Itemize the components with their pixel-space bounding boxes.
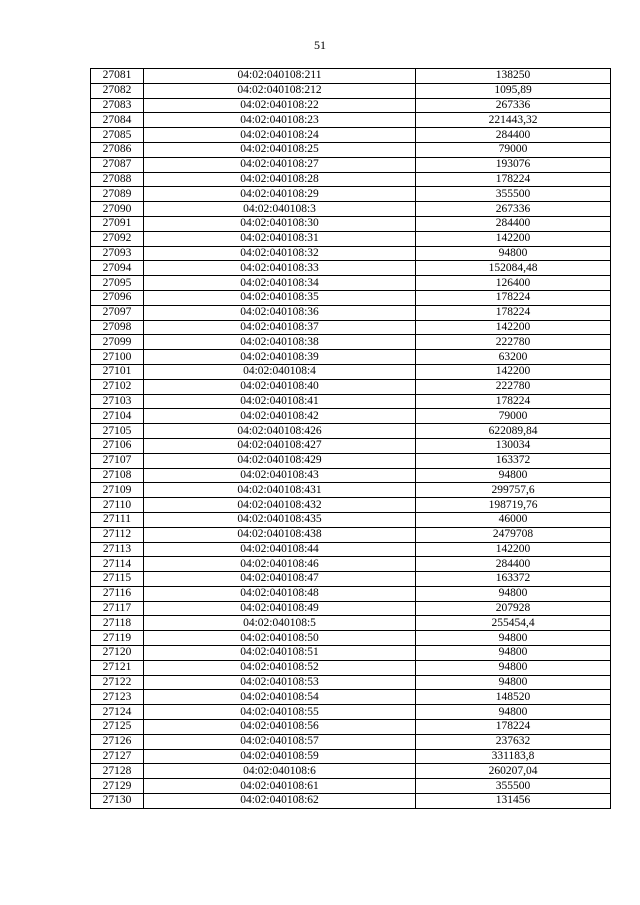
value-cell: 178224 <box>416 305 611 320</box>
value-cell: 152084,48 <box>416 261 611 276</box>
row-number-cell: 27096 <box>91 290 144 305</box>
table-row <box>91 527 611 542</box>
cadastral-number-cell: 04:02:040108:56 <box>144 720 416 735</box>
cadastral-number-cell: 04:02:040108:435 <box>144 512 416 527</box>
row-number-cell: 27086 <box>91 142 144 157</box>
cadastral-number-cell: 04:02:040108:24 <box>144 128 416 143</box>
cadastral-number-cell: 04:02:040108:54 <box>144 690 416 705</box>
table-row <box>91 675 611 690</box>
row-number-cell: 27114 <box>91 557 144 572</box>
value-cell: 284400 <box>416 128 611 143</box>
value-cell: 299757,6 <box>416 483 611 498</box>
row-number-cell: 27115 <box>91 572 144 587</box>
row-number-cell: 27097 <box>91 305 144 320</box>
table-row <box>91 261 611 276</box>
cadastral-number-cell: 04:02:040108:57 <box>144 734 416 749</box>
page-number: 51 <box>314 38 326 52</box>
table-row <box>91 83 611 98</box>
cadastral-number-cell: 04:02:040108:62 <box>144 794 416 809</box>
cadastral-number-cell: 04:02:040108:44 <box>144 542 416 557</box>
cadastral-number-cell: 04:02:040108:211 <box>144 69 416 84</box>
cadastral-number-cell: 04:02:040108:41 <box>144 394 416 409</box>
row-number-cell: 27084 <box>91 113 144 128</box>
value-cell: 46000 <box>416 512 611 527</box>
table-row <box>91 794 611 809</box>
value-cell: 126400 <box>416 276 611 291</box>
cadastral-number-cell: 04:02:040108:40 <box>144 379 416 394</box>
value-cell: 142200 <box>416 231 611 246</box>
value-cell: 94800 <box>416 646 611 661</box>
table-row <box>91 246 611 261</box>
table-row <box>91 172 611 187</box>
row-number-cell: 27100 <box>91 350 144 365</box>
table-row <box>91 512 611 527</box>
table-row <box>91 542 611 557</box>
row-number-cell: 27091 <box>91 216 144 231</box>
table-row <box>91 660 611 675</box>
cadastral-number-cell: 04:02:040108:426 <box>144 424 416 439</box>
table-row <box>91 276 611 291</box>
value-cell: 2479708 <box>416 527 611 542</box>
table-row <box>91 335 611 350</box>
cadastral-number-cell: 04:02:040108:5 <box>144 616 416 631</box>
row-number-cell: 27088 <box>91 172 144 187</box>
table-row <box>91 690 611 705</box>
table-row <box>91 438 611 453</box>
cadastral-number-cell: 04:02:040108:49 <box>144 601 416 616</box>
table-row <box>91 142 611 157</box>
value-cell: 331183,8 <box>416 749 611 764</box>
cadastral-number-cell: 04:02:040108:432 <box>144 498 416 513</box>
value-cell: 1095,89 <box>416 83 611 98</box>
cadastral-number-cell: 04:02:040108:48 <box>144 586 416 601</box>
value-cell: 94800 <box>416 468 611 483</box>
cadastral-number-cell: 04:02:040108:29 <box>144 187 416 202</box>
cadastral-number-cell: 04:02:040108:3 <box>144 202 416 217</box>
table-row <box>91 187 611 202</box>
value-cell: 284400 <box>416 557 611 572</box>
row-number-cell: 27123 <box>91 690 144 705</box>
table-row <box>91 498 611 513</box>
cadastral-number-cell: 04:02:040108:61 <box>144 779 416 794</box>
value-cell: 148520 <box>416 690 611 705</box>
cadastral-number-cell: 04:02:040108:46 <box>144 557 416 572</box>
cadastral-number-cell: 04:02:040108:47 <box>144 572 416 587</box>
value-cell: 94800 <box>416 586 611 601</box>
value-cell: 178224 <box>416 172 611 187</box>
row-number-cell: 27092 <box>91 231 144 246</box>
value-cell: 94800 <box>416 631 611 646</box>
row-number-cell: 27103 <box>91 394 144 409</box>
value-cell: 622089,84 <box>416 424 611 439</box>
cadastral-number-cell: 04:02:040108:37 <box>144 320 416 335</box>
value-cell: 193076 <box>416 157 611 172</box>
cadastral-number-cell: 04:02:040108:22 <box>144 98 416 113</box>
row-number-cell: 27094 <box>91 261 144 276</box>
registry-table <box>90 68 611 809</box>
cadastral-number-cell: 04:02:040108:35 <box>144 290 416 305</box>
table-row <box>91 468 611 483</box>
cadastral-number-cell: 04:02:040108:36 <box>144 305 416 320</box>
table-row <box>91 128 611 143</box>
table-row <box>91 305 611 320</box>
table-row <box>91 424 611 439</box>
value-cell: 237632 <box>416 734 611 749</box>
value-cell: 255454,4 <box>416 616 611 631</box>
value-cell: 178224 <box>416 394 611 409</box>
table-row <box>91 320 611 335</box>
value-cell: 178224 <box>416 720 611 735</box>
cadastral-number-cell: 04:02:040108:25 <box>144 142 416 157</box>
cadastral-number-cell: 04:02:040108:212 <box>144 83 416 98</box>
value-cell: 284400 <box>416 216 611 231</box>
value-cell: 355500 <box>416 779 611 794</box>
row-number-cell: 27110 <box>91 498 144 513</box>
cadastral-number-cell: 04:02:040108:4 <box>144 364 416 379</box>
table-row <box>91 764 611 779</box>
table-row <box>91 646 611 661</box>
value-cell: 222780 <box>416 379 611 394</box>
table-row <box>91 483 611 498</box>
table-row <box>91 113 611 128</box>
row-number-cell: 27121 <box>91 660 144 675</box>
row-number-cell: 27128 <box>91 764 144 779</box>
row-number-cell: 27102 <box>91 379 144 394</box>
row-number-cell: 27130 <box>91 794 144 809</box>
value-cell: 63200 <box>416 350 611 365</box>
table-row <box>91 631 611 646</box>
row-number-cell: 27104 <box>91 409 144 424</box>
value-cell: 142200 <box>416 364 611 379</box>
cadastral-number-cell: 04:02:040108:51 <box>144 646 416 661</box>
value-cell: 267336 <box>416 202 611 217</box>
cadastral-number-cell: 04:02:040108:43 <box>144 468 416 483</box>
table-row <box>91 734 611 749</box>
row-number-cell: 27087 <box>91 157 144 172</box>
table-row <box>91 394 611 409</box>
value-cell: 163372 <box>416 572 611 587</box>
cadastral-number-cell: 04:02:040108:429 <box>144 453 416 468</box>
table-row <box>91 616 611 631</box>
table-row <box>91 705 611 720</box>
table-row <box>91 364 611 379</box>
value-cell: 222780 <box>416 335 611 350</box>
table-row <box>91 202 611 217</box>
registry-table-body <box>91 69 611 809</box>
row-number-cell: 27122 <box>91 675 144 690</box>
cadastral-number-cell: 04:02:040108:27 <box>144 157 416 172</box>
table-row <box>91 290 611 305</box>
value-cell: 207928 <box>416 601 611 616</box>
cadastral-number-cell: 04:02:040108:59 <box>144 749 416 764</box>
cadastral-number-cell: 04:02:040108:55 <box>144 705 416 720</box>
cadastral-number-cell: 04:02:040108:53 <box>144 675 416 690</box>
value-cell: 138250 <box>416 69 611 84</box>
row-number-cell: 27108 <box>91 468 144 483</box>
row-number-cell: 27098 <box>91 320 144 335</box>
value-cell: 94800 <box>416 660 611 675</box>
table-row <box>91 231 611 246</box>
row-number-cell: 27116 <box>91 586 144 601</box>
value-cell: 221443,32 <box>416 113 611 128</box>
table-row <box>91 453 611 468</box>
value-cell: 130034 <box>416 438 611 453</box>
table-row <box>91 720 611 735</box>
value-cell: 178224 <box>416 290 611 305</box>
row-number-cell: 27118 <box>91 616 144 631</box>
table-row <box>91 572 611 587</box>
cadastral-number-cell: 04:02:040108:42 <box>144 409 416 424</box>
value-cell: 94800 <box>416 246 611 261</box>
row-number-cell: 27119 <box>91 631 144 646</box>
table-row <box>91 557 611 572</box>
row-number-cell: 27126 <box>91 734 144 749</box>
row-number-cell: 27095 <box>91 276 144 291</box>
table-row <box>91 350 611 365</box>
cadastral-number-cell: 04:02:040108:438 <box>144 527 416 542</box>
cadastral-number-cell: 04:02:040108:28 <box>144 172 416 187</box>
cadastral-number-cell: 04:02:040108:39 <box>144 350 416 365</box>
row-number-cell: 27127 <box>91 749 144 764</box>
cadastral-number-cell: 04:02:040108:427 <box>144 438 416 453</box>
row-number-cell: 27093 <box>91 246 144 261</box>
row-number-cell: 27105 <box>91 424 144 439</box>
value-cell: 94800 <box>416 705 611 720</box>
row-number-cell: 27085 <box>91 128 144 143</box>
row-number-cell: 27082 <box>91 83 144 98</box>
value-cell: 267336 <box>416 98 611 113</box>
row-number-cell: 27112 <box>91 527 144 542</box>
row-number-cell: 27090 <box>91 202 144 217</box>
table-row <box>91 157 611 172</box>
row-number-cell: 27106 <box>91 438 144 453</box>
cadastral-number-cell: 04:02:040108:23 <box>144 113 416 128</box>
row-number-cell: 27111 <box>91 512 144 527</box>
cadastral-number-cell: 04:02:040108:33 <box>144 261 416 276</box>
value-cell: 198719,76 <box>416 498 611 513</box>
value-cell: 163372 <box>416 453 611 468</box>
row-number-cell: 27113 <box>91 542 144 557</box>
value-cell: 79000 <box>416 409 611 424</box>
row-number-cell: 27099 <box>91 335 144 350</box>
cadastral-number-cell: 04:02:040108:31 <box>144 231 416 246</box>
table-row <box>91 379 611 394</box>
cadastral-number-cell: 04:02:040108:50 <box>144 631 416 646</box>
value-cell: 355500 <box>416 187 611 202</box>
value-cell: 79000 <box>416 142 611 157</box>
row-number-cell: 27083 <box>91 98 144 113</box>
row-number-cell: 27107 <box>91 453 144 468</box>
table-row <box>91 409 611 424</box>
cadastral-number-cell: 04:02:040108:6 <box>144 764 416 779</box>
row-number-cell: 27117 <box>91 601 144 616</box>
table-row <box>91 601 611 616</box>
table-row <box>91 779 611 794</box>
value-cell: 260207,04 <box>416 764 611 779</box>
cadastral-number-cell: 04:02:040108:32 <box>144 246 416 261</box>
row-number-cell: 27109 <box>91 483 144 498</box>
row-number-cell: 27125 <box>91 720 144 735</box>
table-row <box>91 98 611 113</box>
value-cell: 94800 <box>416 675 611 690</box>
cadastral-number-cell: 04:02:040108:30 <box>144 216 416 231</box>
value-cell: 131456 <box>416 794 611 809</box>
cadastral-number-cell: 04:02:040108:38 <box>144 335 416 350</box>
table-row <box>91 216 611 231</box>
row-number-cell: 27081 <box>91 69 144 84</box>
cadastral-number-cell: 04:02:040108:431 <box>144 483 416 498</box>
row-number-cell: 27120 <box>91 646 144 661</box>
cadastral-number-cell: 04:02:040108:52 <box>144 660 416 675</box>
table-row <box>91 69 611 84</box>
table-row <box>91 749 611 764</box>
row-number-cell: 27124 <box>91 705 144 720</box>
value-cell: 142200 <box>416 320 611 335</box>
value-cell: 142200 <box>416 542 611 557</box>
row-number-cell: 27089 <box>91 187 144 202</box>
cadastral-number-cell: 04:02:040108:34 <box>144 276 416 291</box>
row-number-cell: 27129 <box>91 779 144 794</box>
row-number-cell: 27101 <box>91 364 144 379</box>
table-row <box>91 586 611 601</box>
